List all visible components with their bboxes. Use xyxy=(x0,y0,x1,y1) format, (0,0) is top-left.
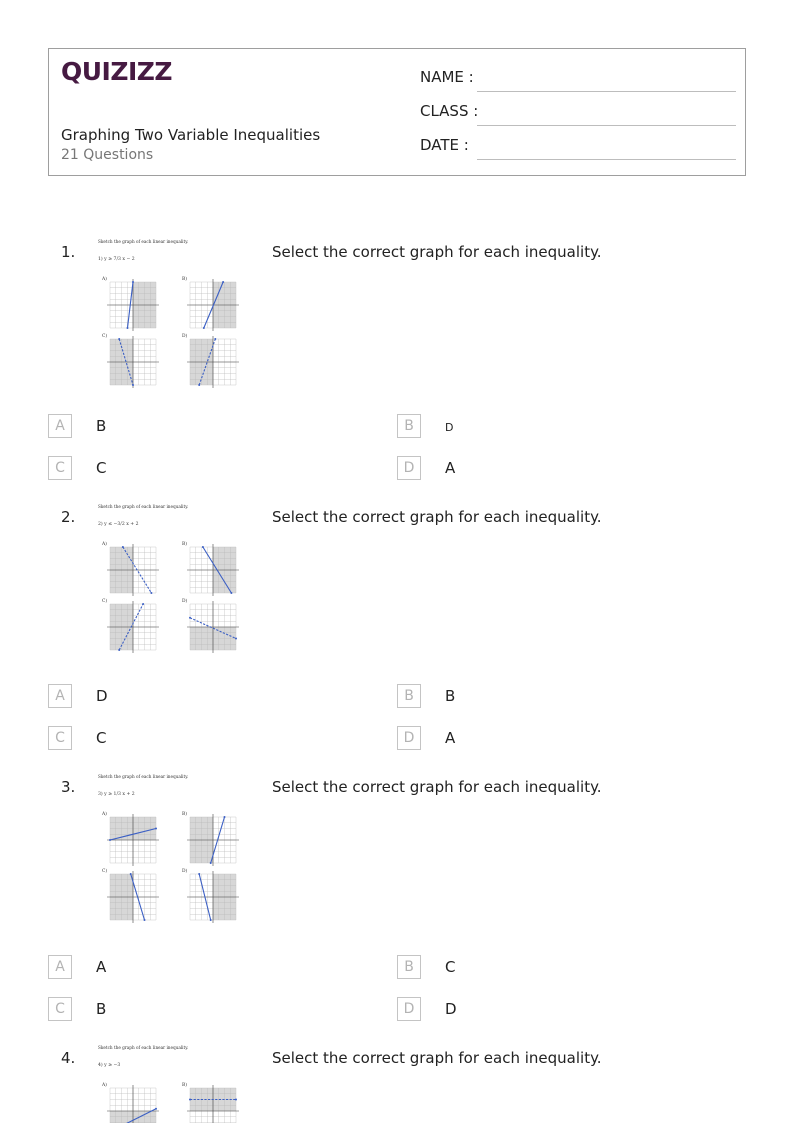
question-1-number: 1. xyxy=(61,243,76,261)
graph-panel-label: B) xyxy=(182,812,187,817)
q1-option-b-box[interactable]: B xyxy=(397,414,421,438)
graph-panel-label: A) xyxy=(102,277,107,282)
q2-option-a-text[interactable]: D xyxy=(96,687,108,705)
graph-panel-label: D) xyxy=(182,869,188,874)
question-2-prompt: Select the correct graph for each inequality. xyxy=(272,508,602,526)
question-1-graph-image xyxy=(92,236,252,396)
graph-problem: 3) y ≥ 1/3 x + 2 xyxy=(98,792,135,797)
q1-option-c-box[interactable]: C xyxy=(48,456,72,480)
q2-option-a-box[interactable]: A xyxy=(48,684,72,708)
question-3-prompt: Select the correct graph for each inequality. xyxy=(272,778,602,796)
q1-option-a-box[interactable]: A xyxy=(48,414,72,438)
worksheet-header xyxy=(48,48,746,176)
name-field[interactable] xyxy=(420,68,736,92)
graph-panel xyxy=(102,599,159,653)
graph-panel xyxy=(182,542,239,596)
graph-panel-label: A) xyxy=(102,812,107,817)
graph-instruction: Sketch the graph of each linear inequality. xyxy=(98,239,189,244)
question-4-prompt: Select the correct graph for each inequality. xyxy=(272,1049,602,1067)
q2-option-c-text[interactable]: C xyxy=(96,729,107,747)
class-label: CLASS : xyxy=(420,102,479,120)
question-4-graph-image xyxy=(92,1042,252,1123)
question-2-number: 2. xyxy=(61,508,76,526)
q2-option-b-text[interactable]: B xyxy=(445,687,456,705)
q3-option-a-box[interactable]: A xyxy=(48,955,72,979)
question-4-number: 4. xyxy=(61,1049,76,1067)
q3-option-b-box[interactable]: B xyxy=(397,955,421,979)
q2-option-d-box[interactable]: D xyxy=(397,726,421,750)
date-line[interactable] xyxy=(477,159,736,160)
graph-panel xyxy=(101,812,159,866)
graph-panel xyxy=(182,1083,239,1123)
graph-panel xyxy=(101,1083,159,1123)
graph-panel xyxy=(182,812,239,866)
q2-option-b-box[interactable]: B xyxy=(397,684,421,708)
graph-panel xyxy=(101,542,159,596)
class-line[interactable] xyxy=(477,125,736,126)
graph-panel-label: C) xyxy=(102,334,108,339)
graph-panel xyxy=(182,277,239,331)
graph-panel-label: A) xyxy=(102,542,107,547)
graph-panel xyxy=(182,869,239,923)
graph-panel-label: B) xyxy=(182,1083,187,1088)
graph-panel-label: C) xyxy=(102,869,108,874)
q1-option-a-text[interactable]: B xyxy=(96,417,107,435)
q1-option-c-text[interactable]: C xyxy=(96,459,107,477)
graph-instruction: Sketch the graph of each linear inequality. xyxy=(98,504,189,509)
question-count: 21 Questions xyxy=(61,147,154,163)
graph-panel-label: C) xyxy=(102,599,108,604)
date-label: DATE : xyxy=(420,136,469,154)
graph-panel xyxy=(101,277,159,331)
graph-panel xyxy=(102,869,159,923)
q3-option-b-text[interactable]: C xyxy=(445,958,456,976)
q3-option-c-text[interactable]: B xyxy=(96,1000,107,1018)
graph-panel-label: D) xyxy=(182,599,188,604)
question-2-graph-image xyxy=(92,501,252,661)
graph-panel-label: A) xyxy=(102,1083,107,1088)
name-label: NAME : xyxy=(420,68,474,86)
graph-panel xyxy=(102,334,159,388)
graph-panel xyxy=(182,334,239,388)
q1-option-b-text[interactable]: D xyxy=(445,421,454,434)
graph-panel-label: B) xyxy=(182,542,187,547)
graph-instruction: Sketch the graph of each linear inequality. xyxy=(98,774,189,779)
name-line[interactable] xyxy=(477,91,736,92)
date-field[interactable] xyxy=(420,136,736,160)
class-field[interactable] xyxy=(420,102,736,126)
q3-option-a-text[interactable]: A xyxy=(96,958,107,976)
graph-panel xyxy=(182,599,239,653)
q1-option-d-box[interactable]: D xyxy=(397,456,421,480)
q2-option-c-box[interactable]: C xyxy=(48,726,72,750)
question-3-graph-image xyxy=(92,771,252,931)
q3-option-d-text[interactable]: D xyxy=(445,1000,457,1018)
graph-problem: 2) y ≤ −3/2 x + 2 xyxy=(98,522,139,527)
graph-panel-label: D) xyxy=(182,334,188,339)
question-1-prompt: Select the correct graph for each inequality. xyxy=(272,243,602,261)
quizizz-logo: QUIZIZZ xyxy=(61,57,173,86)
q1-option-d-text[interactable]: A xyxy=(445,459,456,477)
question-3-number: 3. xyxy=(61,778,76,796)
q3-option-c-box[interactable]: C xyxy=(48,997,72,1021)
graph-problem: 4) y ≥ −3 xyxy=(98,1063,121,1068)
q2-option-d-text[interactable]: A xyxy=(445,729,456,747)
graph-problem: 1) y ≥ 7/3 x − 2 xyxy=(98,257,135,262)
q3-option-d-box[interactable]: D xyxy=(397,997,421,1021)
graph-instruction: Sketch the graph of each linear inequality. xyxy=(98,1045,189,1050)
graph-panel-label: B) xyxy=(182,277,187,282)
worksheet-title: Graphing Two Variable Inequalities xyxy=(61,126,321,144)
